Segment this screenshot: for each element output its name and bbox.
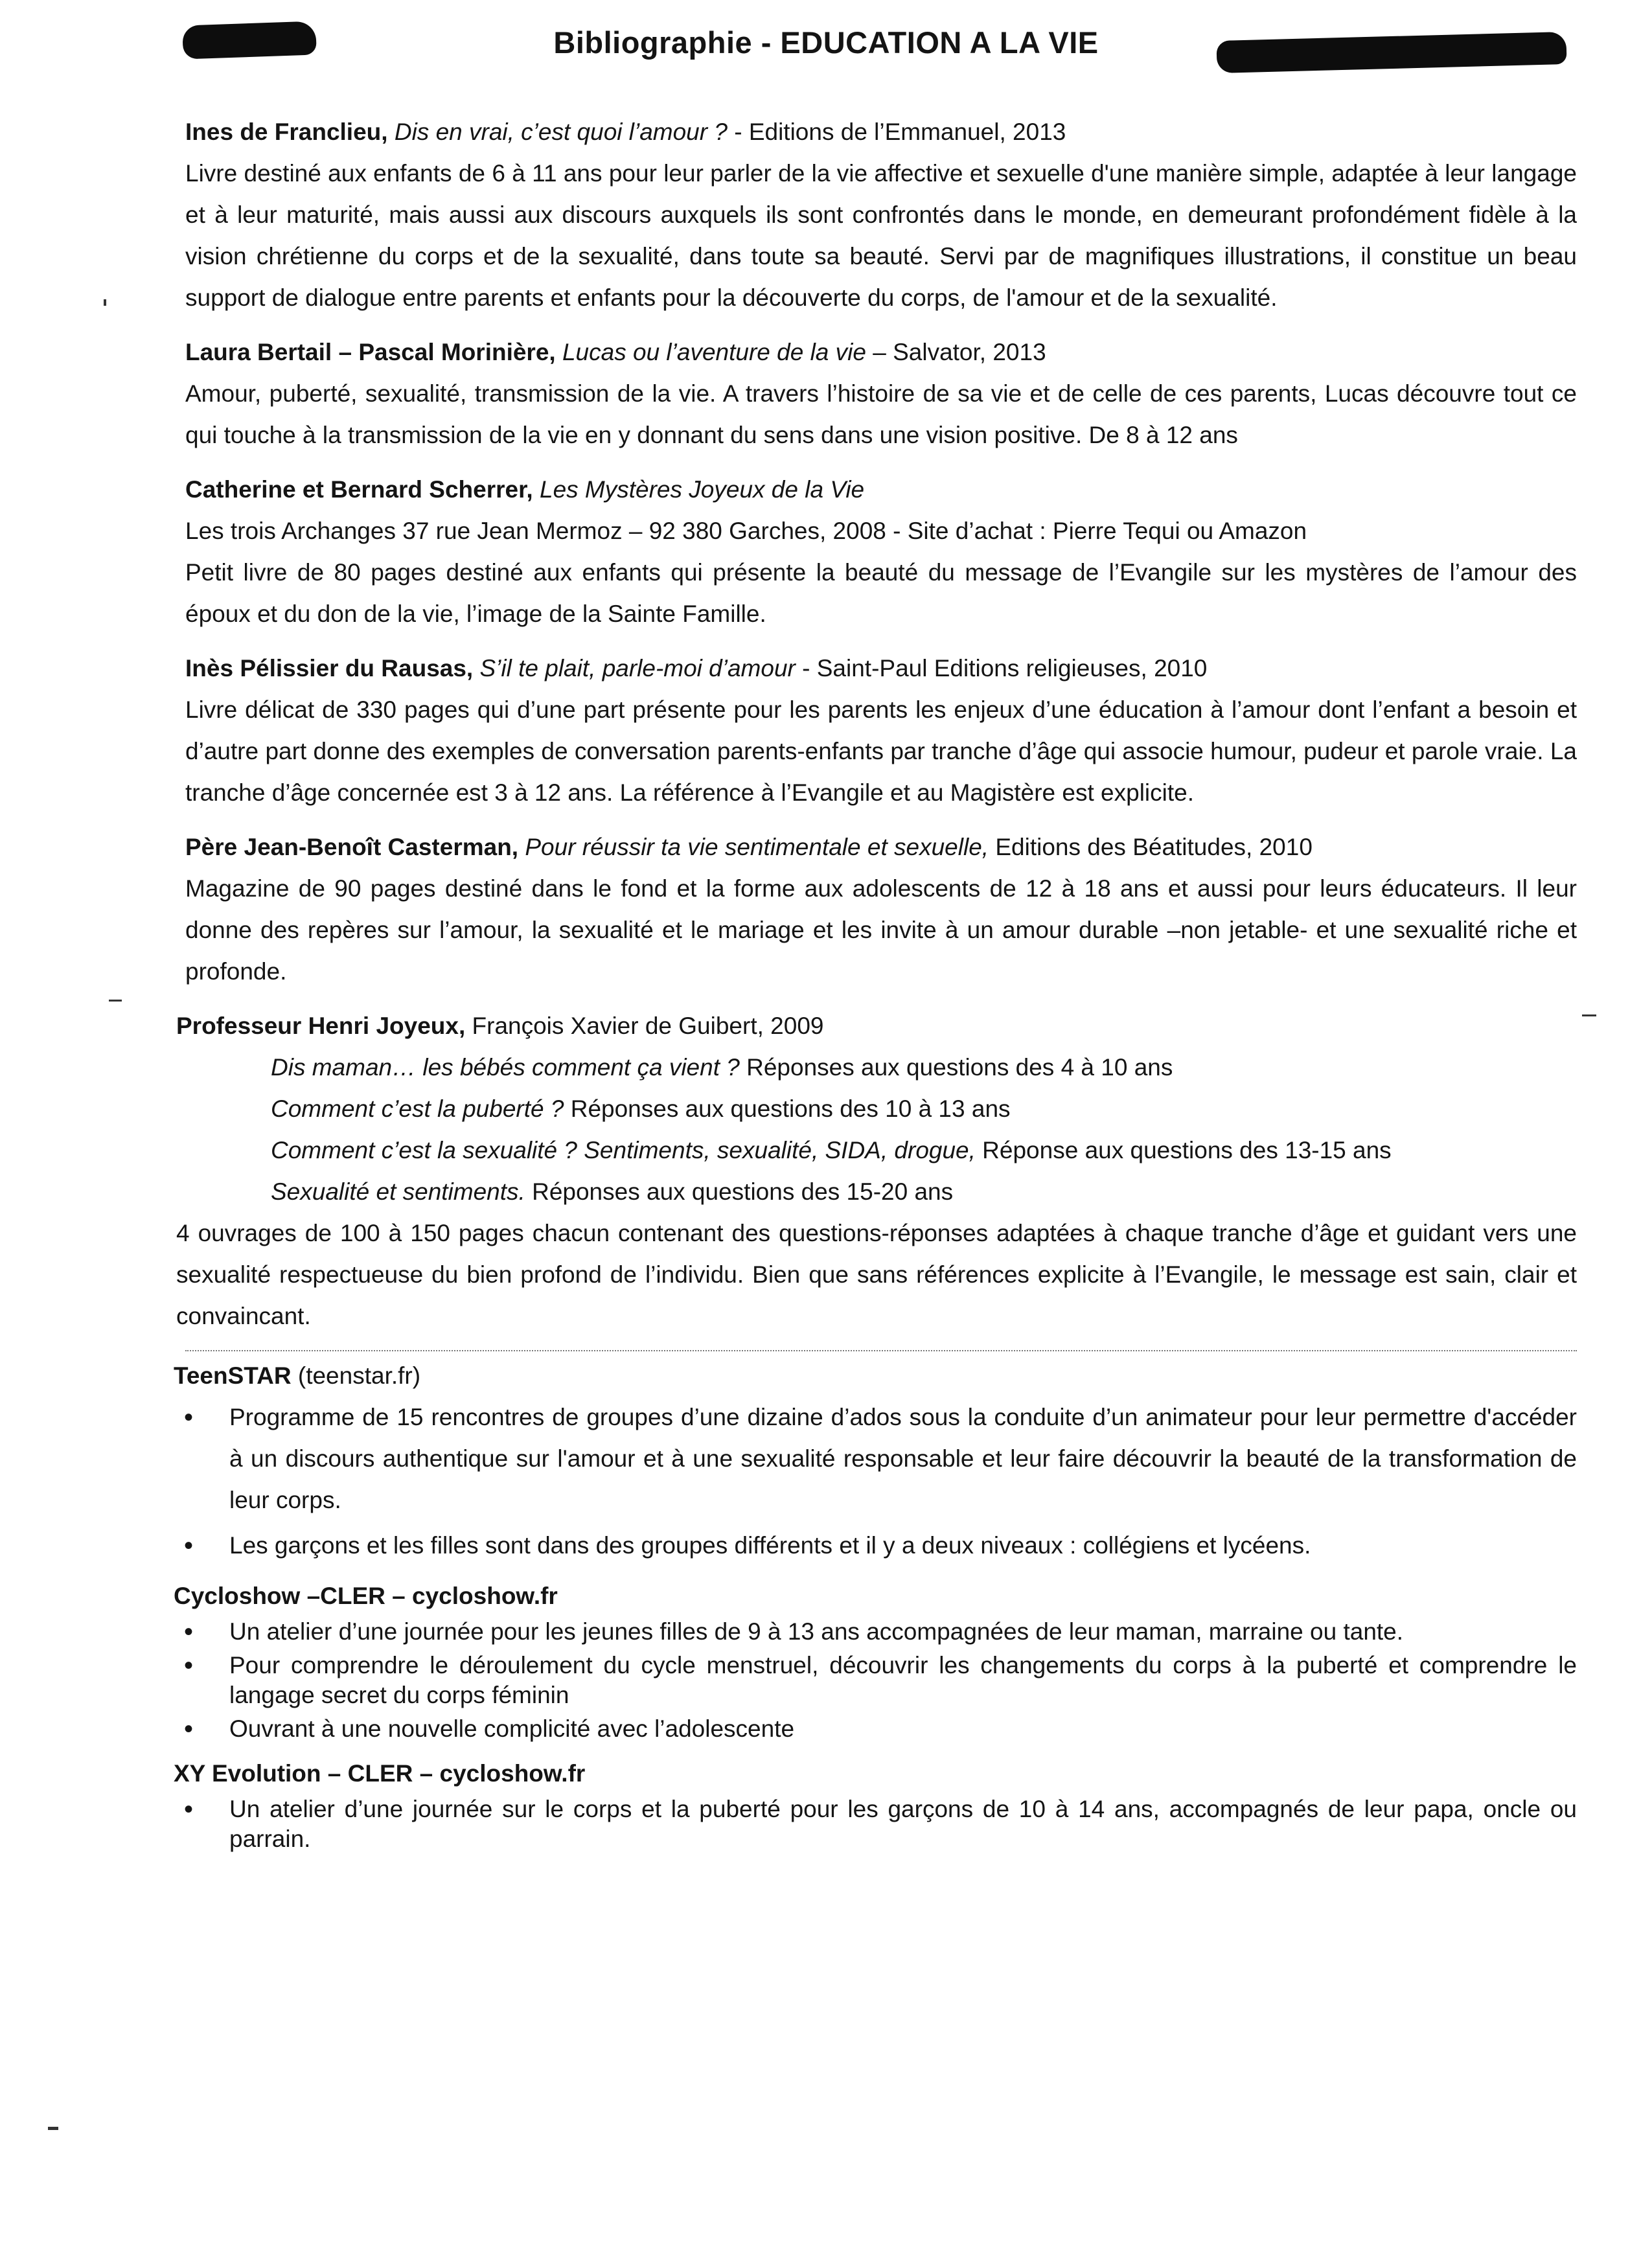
book-description: Livre délicat de 330 pages qui d’une part présente pour les parents les enjeux d’une éducation à l’amour dont l’enfant a besoin et d’autre part donne des exemples de conversation parents-enfants par tranche d’âge qui associe humour, pudeur et parole vraie. La tranche d’âge concernée est 3 à 12 ans. La référence à l’Evangile et au Magistère est explicite. [185,696,1577,806]
series-description: 4 ouvrages de 100 à 150 pages chacun contenant des questions-réponses adaptées à chaque tranche d’âge et guidant vers une sexualité respectueuse du bien profond de l’individu. Bien que sans références explicite à l’Evangile, le message est sain, clair et convaincant. [176,1220,1577,1329]
book-title: Lucas ou l’aventure de la vie [562,339,866,365]
book-author: Ines de Franclieu, [185,119,388,145]
book-entry [185,111,1577,319]
program-name: Cycloshow –CLER – cycloshow.fr [174,1583,558,1609]
book-publisher: François Xavier de Guibert, 2009 [465,1013,824,1039]
scan-speck [1582,1014,1596,1016]
book-publisher-details: Les trois Archanges 37 rue Jean Mermoz – 92 380 Garches, 2008 - Site d’achat : Pierre Tequi ou Amazon [185,518,1307,544]
book-description: Livre destiné aux enfants de 6 à 11 ans pour leur parler de la vie affective et sexuelle d'une manière simple, adaptée à leur langage et à leur maturité, mais aussi aux discours auxquels ils sont confrontés dans le monde, en demeurant profondément fidèle à la vision chrétienne du corps et de la sexualité, dans toute sa beauté. Servi par de magnifiques illustrations, il constitue un beau support de dialogue entre parents et enfants pour la découverte du corps, de l'amour et de la sexualité. [185,160,1577,311]
scan-speck [104,299,106,306]
book-title: S’il te plait, parle-moi d’amour [479,655,796,682]
bibliography-content [174,111,1577,1863]
program-bullets [185,1617,1577,1744]
series-age-range: Réponse aux questions des 13-15 ans [975,1137,1392,1163]
series-age-range: Réponses aux questions des 4 à 10 ans [739,1054,1173,1081]
book-description: Petit livre de 80 pages destiné aux enfants qui présente la beauté du message de l’Evangile sur les mystères de l’amour des époux et du don de la vie, l’image de la Sainte Famille. [185,559,1577,627]
book-author: Père Jean-Benoît Casterman, [185,834,519,860]
book-heading [185,469,1577,510]
series-title-item [271,1171,1577,1213]
book-entry [185,648,1577,814]
book-title: Pour réussir ta vie sentimentale et sexuelle, [525,834,989,860]
program-name: TeenSTAR [174,1362,292,1389]
page-title: Bibliographie - EDUCATION A LA VIE [553,25,1099,60]
program-bullet: • Programme de 15 rencontres de groupes d’une dizaine d’ados sous la conduite d’un animateur pour leur permettre d'accéder à un discours authentique sur l'amour et à une sexualité responsable et leur faire découvrir la beauté de la transformation de leur corps. [185,1397,1577,1521]
book-publisher: Editions des Béatitudes, 2010 [989,834,1313,860]
book-title: Les Mystères Joyeux de la Vie [540,476,865,503]
book-entry [185,469,1577,635]
book-entry [185,332,1577,456]
program-heading [174,1355,1577,1397]
program-bullet: • Un atelier d’une journée pour les jeunes filles de 9 à 13 ans accompagnées de leur maman, marraine ou tante. [185,1617,1577,1647]
section-divider [185,1350,1577,1351]
book-series-entry [176,1005,1577,1337]
program-site: (teenstar.fr) [291,1362,421,1389]
series-age-range: Réponses aux questions des 15-20 ans [525,1178,954,1205]
book-publisher: – Salvator, 2013 [866,339,1046,365]
program-bullets [185,1794,1577,1854]
book-heading [176,1005,1577,1047]
scan-speck [48,2127,58,2130]
book-heading [185,111,1577,153]
program-entry [174,1753,1577,1854]
program-heading [174,1753,1577,1794]
series-title: Comment c’est la puberté ? [271,1095,564,1122]
series-title: Dis maman… les bébés comment ça vient ? [271,1054,740,1081]
scan-speck [109,1000,122,1002]
series-age-range: Réponses aux questions des 10 à 13 ans [564,1095,1011,1122]
program-entry [174,1355,1577,1566]
program-bullet: • Pour comprendre le déroulement du cycle menstruel, découvrir les changements du corps à la puberté et comprendre le langage secret du corps féminin [185,1651,1577,1710]
book-publisher: - Saint-Paul Editions religieuses, 2010 [795,655,1208,682]
book-description: Magazine de 90 pages destiné dans le fond et la forme aux adolescents de 12 à 18 ans et aussi pour leurs éducateurs. Il leur donne des repères sur l’amour, la sexualité et le mariage et les invite à un amour durable –non jetable- et une sexualité riche et profonde. [185,875,1577,985]
book-author: Inès Pélissier du Rausas, [185,655,474,682]
book-title: Dis en vrai, c’est quoi l’amour ? [394,119,728,145]
program-name: XY Evolution – CLER – cycloshow.fr [174,1760,586,1787]
book-author: Catherine et Bernard Scherrer, [185,476,533,503]
book-author: Professeur Henri Joyeux, [176,1013,466,1039]
program-heading [174,1575,1577,1617]
series-title-item [271,1047,1577,1088]
book-publisher: - Editions de l’Emmanuel, 2013 [727,119,1066,145]
program-bullet: • Un atelier d’une journée sur le corps et la puberté pour les garçons de 10 à 14 ans, accompagnés de leur papa, oncle ou parrain. [185,1794,1577,1854]
book-author: Laura Bertail – Pascal Morinière, [185,339,556,365]
program-entry [174,1575,1577,1744]
book-heading [185,332,1577,373]
program-bullet: • Les garçons et les filles sont dans des groupes différents et il y a deux niveaux : collégiens et lycéens. [185,1525,1577,1566]
program-bullet: • Ouvrant à une nouvelle complicité avec l’adolescente [185,1714,1577,1744]
series-title-item [271,1130,1577,1171]
book-heading [185,827,1577,868]
series-title: Comment c’est la sexualité ? Sentiments, sexualité, SIDA, drogue, [271,1137,976,1163]
series-title-item [271,1088,1577,1130]
program-bullets [185,1397,1577,1566]
series-title: Sexualité et sentiments. [271,1178,525,1205]
book-heading [185,648,1577,689]
book-entry [185,827,1577,992]
book-description: Amour, puberté, sexualité, transmission de la vie. A travers l’histoire de sa vie et de celle de ces parents, Lucas découvre tout ce qui touche à la transmission de la vie en y donnant du sens dans une vision positive. De 8 à 12 ans [185,380,1577,448]
